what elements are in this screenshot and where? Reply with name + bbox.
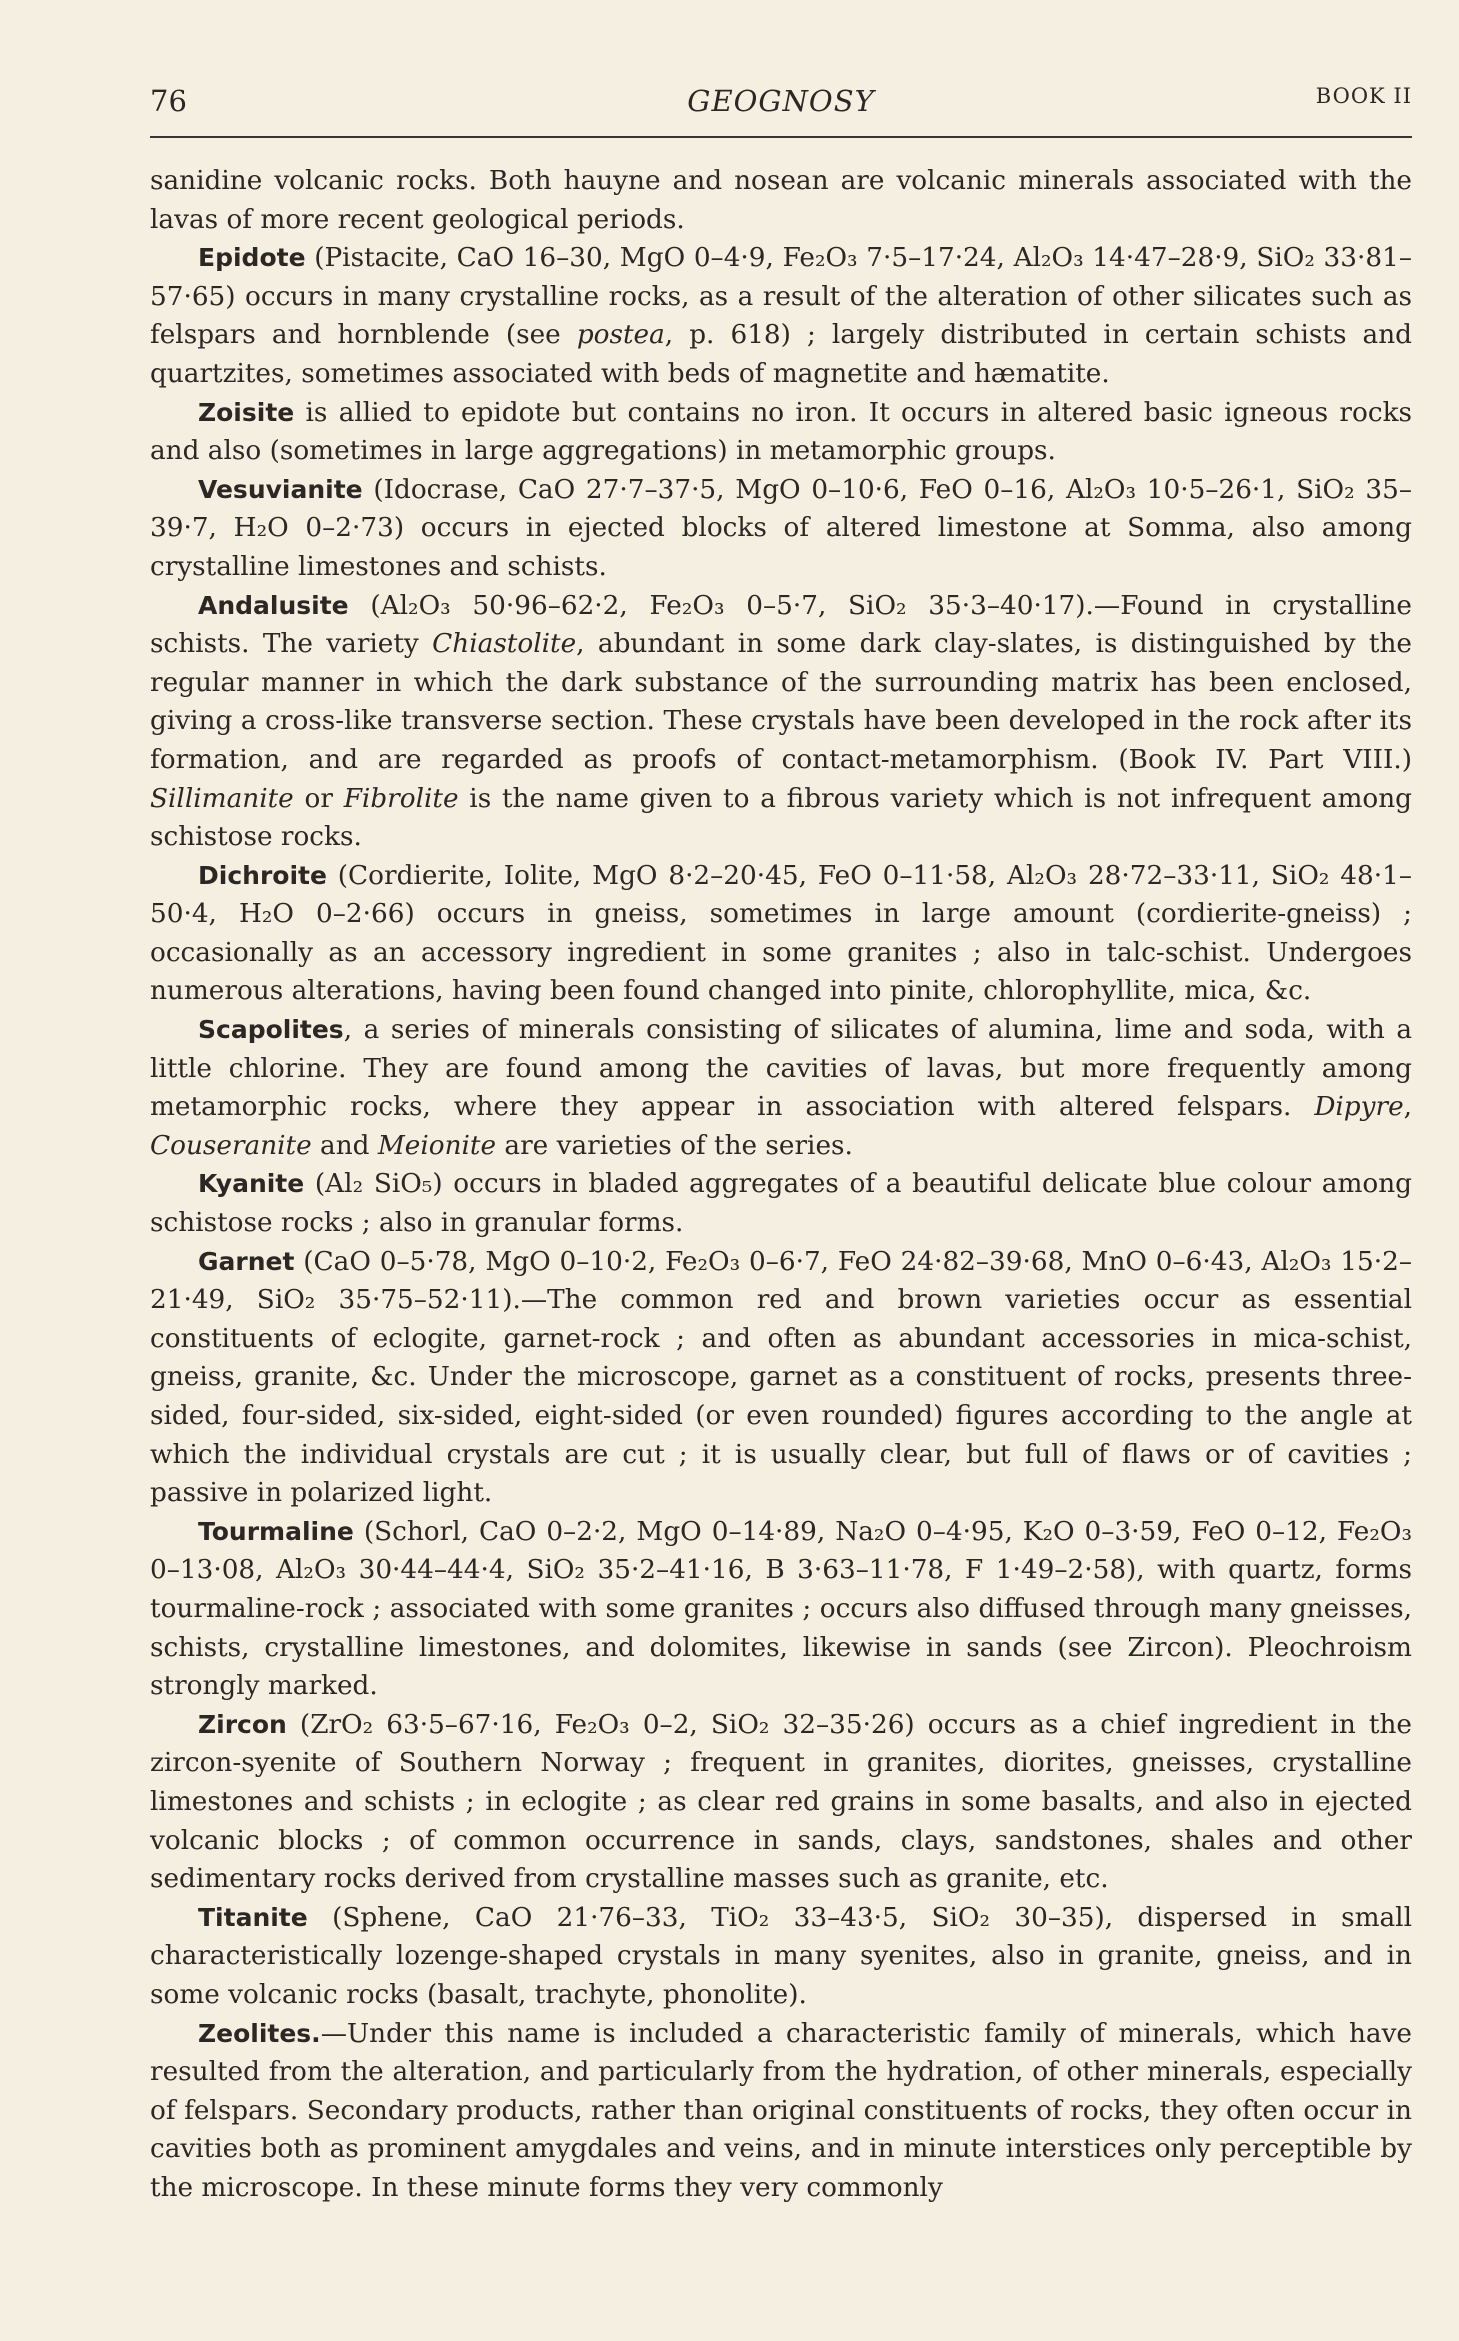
entry-dichroite: Dichroite (Cordierite, Iolite, MgO 8·2–20·45, FeO 0–11·58, Al₂O₃ 28·72–33·11, SiO₂ 48·1–50·4, H₂O 0–2·66) occurs in gneiss, sometimes in large amount (cordierite-gneiss) ; occasionally as an accessory ingredient in some granites ; also in talc-schist. Undergoes numerous alterations, having been found changed into pinite, chlorophyllite, mica, &c. — [150, 860, 1412, 1007]
entry-tourmaline: Tourmaline (Schorl, CaO 0–2·2, MgO 0–14·89, Na₂O 0–4·95, K₂O 0–3·59, FeO 0–12, Fe₂O₃ 0–13·08, Al₂O₃ 30·44–44·4, SiO₂ 35·2–41·16, B 3·63–11·78, F 1·49–2·58), with quartz, forms tourmaline-rock ; associated with some granites ; occurs also diffused through many gneisses, schists, crystalline limestones, and dolomites, likewise in sands (see Zircon). Pleochroism strongly marked. — [150, 1516, 1412, 1702]
term-zoisite: Zoisite — [198, 397, 295, 427]
term-dichroite: Dichroite — [198, 860, 327, 890]
running-header — [150, 80, 1412, 138]
entry-kyanite: Kyanite (Al₂ SiO₅) occurs in bladed aggregates of a beautiful delicate blue colour among schistose rocks ; also in granular forms. — [150, 1169, 1412, 1239]
running-title: GEOGNOSY — [687, 84, 875, 118]
entry-titanite: Titanite (Sphene, CaO 21·76–33, TiO₂ 33–43·5, SiO₂ 30–35), dispersed in small characteristically lozenge-shaped crystals in many syenites, also in granite, gneiss, and in some volcanic rocks (basalt, trachyte, phonolite). — [150, 1902, 1412, 2010]
term-zircon: Zircon — [198, 1709, 287, 1739]
entry-zeolites: Zeolites.—Under this name is included a characteristic family of minerals, which have resulted from the alteration, and particularly from the hydration, of other minerals, especially of felspars. Secondary products, rather than original constituents of rocks, they often occur in cavities both as prominent amygdales and veins, and in minute interstices only perceptible by the microscope. In these minute forms they very commonly — [150, 2018, 1412, 2203]
entry-andalusite: Andalusite (Al₂O₃ 50·96–62·2, Fe₂O₃ 0–5·7, SiO₂ 35·3–40·17).—Found in crystalline schists. The variety Chiastolite, abundant in some dark clay-slates, is distinguished by the regular manner in which the dark substance of the surrounding matrix has been enclosed, giving a cross-like transverse section. These crystals have been developed in the rock after its formation, and are regarded as proofs of contact-metamorphism. (Book IV. Part VIII.) Sillimanite or Fibrolite is the name given to a fibrous variety which is not infrequent among schistose rocks. — [150, 590, 1412, 853]
book-page — [150, 80, 1412, 2207]
page-number: 76 — [150, 84, 187, 118]
entry-epidote: Epidote (Pistacite, CaO 16–30, MgO 0–4·9, Fe₂O₃ 7·5–17·24, Al₂O₃ 14·47–28·9, SiO₂ 33·81–57·65) occurs in many crystalline rocks, as a result of the alteration of other silicates such as felspars and hornblende (see postea, p. 618) ; largely distributed in certain schists and quartzites, sometimes associated with beds of magnetite and hæmatite. — [150, 243, 1412, 389]
term-zeolites: Zeolites. — [198, 2018, 321, 2048]
paragraph-continuation: sanidine volcanic rocks. Both hauyne and nosean are volcanic minerals associated with the lavas of more recent geological periods. — [150, 166, 1412, 235]
term-vesuvianite: Vesuvianite — [198, 474, 363, 504]
term-garnet: Garnet — [198, 1246, 295, 1276]
term-tourmaline: Tourmaline — [198, 1516, 354, 1546]
entry-zircon: Zircon (ZrO₂ 63·5–67·16, Fe₂O₃ 0–2, SiO₂ 32–35·26) occurs as a chief ingredient in the zircon-syenite of Southern Norway ; frequent in granites, diorites, gneisses, crystalline limestones and schists ; in eclogite ; as clear red grains in some basalts, and also in ejected volcanic blocks ; of common occurrence in sands, clays, sandstones, shales and other sedimentary rocks derived from crystalline masses such as granite, etc. — [150, 1709, 1412, 1895]
entry-vesuvianite: Vesuvianite (Idocrase, CaO 27·7–37·5, MgO 0–10·6, FeO 0–16, Al₂O₃ 10·5–26·1, SiO₂ 35–39·7, H₂O 0–2·73) occurs in ejected blocks of altered limestone at Somma, also among crystalline limestones and schists. — [150, 474, 1412, 582]
entry-scapolites: Scapolites, a series of minerals consisting of silicates of alumina, lime and soda, with a little chlorine. They are found among the cavities of lavas, but more frequently among metamorphic rocks, where they appear in association with altered felspars. Dipyre, Couseranite and Meionite are varieties of the series. — [150, 1015, 1412, 1161]
entry-garnet: Garnet (CaO 0–5·78, MgO 0–10·2, Fe₂O₃ 0–6·7, FeO 24·82–39·68, MnO 0–6·43, Al₂O₃ 15·2–21·49, SiO₂ 35·75–52·11).—The common red and brown varieties occur as essential constituents of eclogite, garnet-rock ; and often as abundant accessories in mica-schist, gneiss, granite, &c. Under the microscope, garnet as a constituent of rocks, presents three-sided, four-sided, six-sided, eight-sided (or even rounded) figures according to the angle at which the individual crystals are cut ; it is usually clear, but full of flaws or of cavities ; passive in polarized light. — [150, 1246, 1412, 1509]
term-kyanite: Kyanite — [198, 1169, 305, 1199]
body-text — [150, 162, 1412, 2207]
term-titanite: Titanite — [198, 1902, 308, 1932]
term-epidote: Epidote — [198, 243, 306, 273]
term-scapolites: Scapolites — [198, 1015, 344, 1045]
entry-zoisite: Zoisite is allied to epidote but contains no iron. It occurs in altered basic igneous rocks and also (sometimes in large aggregations) in metamorphic groups. — [150, 397, 1412, 467]
term-andalusite: Andalusite — [198, 590, 349, 620]
book-label: BOOK II — [1315, 84, 1412, 108]
